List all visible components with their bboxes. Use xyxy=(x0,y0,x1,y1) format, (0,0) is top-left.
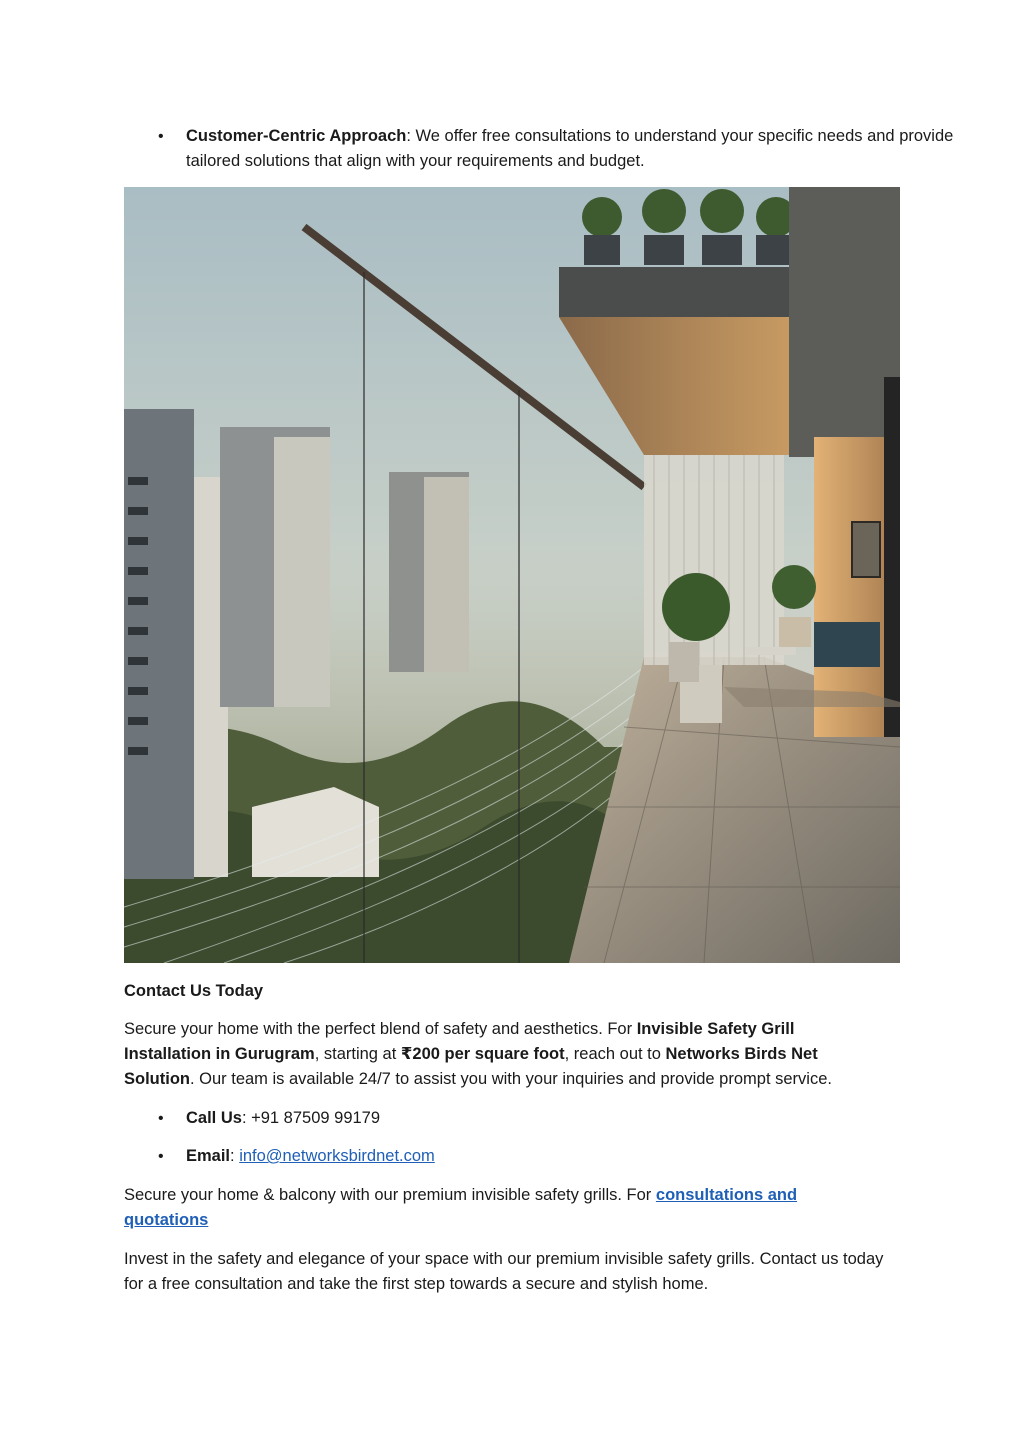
contact-p1-text-c: , starting at xyxy=(314,1045,401,1063)
consultation-text: Secure your home & balcony with our premium invisible safety grills. For xyxy=(124,1186,656,1204)
contact-p1-text-a: Secure your home with the perfect blend of safety and aesthetics. For xyxy=(124,1020,637,1038)
contact-paragraph xyxy=(124,1017,884,1092)
contact-p1-bold-service: Invisible Safety Grill Installation in Gurugram xyxy=(124,1020,795,1063)
contact-p1-bold-price: ₹200 per square foot xyxy=(400,1045,565,1063)
call-us-value: : +91 87509 99179 xyxy=(241,1109,381,1127)
contact-p1-bold-company: Networks Birds Net Solution xyxy=(124,1045,818,1088)
call-us-bullet xyxy=(124,1106,900,1131)
closing-paragraph: Invest in the safety and elegance of your space with our premium invisible safety grills. Contact us today for a free consultation and take the first step towards a secure and stylish home. xyxy=(124,1250,884,1293)
email-separator: : xyxy=(230,1147,240,1165)
customer-centric-text: : We offer free consultations to understand your specific needs and provide tailored solutions that align with your requirements and budget. xyxy=(186,127,954,170)
email-label: Email xyxy=(186,1147,231,1165)
consultation-paragraph xyxy=(124,1183,884,1233)
contact-p1-text-e: . Our team is available 24/7 to assist you with your inquiries and provide prompt service. xyxy=(189,1070,832,1088)
call-us-label: Call Us xyxy=(186,1109,242,1127)
email-bullet xyxy=(124,1144,900,1169)
customer-centric-label: Customer-Centric Approach xyxy=(186,127,407,145)
customer-centric-bullet xyxy=(124,124,962,174)
contact-p1-text-d: , reach out to xyxy=(564,1045,666,1063)
email-link[interactable]: info@networksbirdnet.com xyxy=(239,1147,435,1165)
balcony-invisible-grill-photo xyxy=(124,187,900,963)
contact-heading: Contact Us Today xyxy=(124,982,264,1000)
consultations-quotations-link[interactable]: consultations and quotations xyxy=(124,1186,798,1229)
